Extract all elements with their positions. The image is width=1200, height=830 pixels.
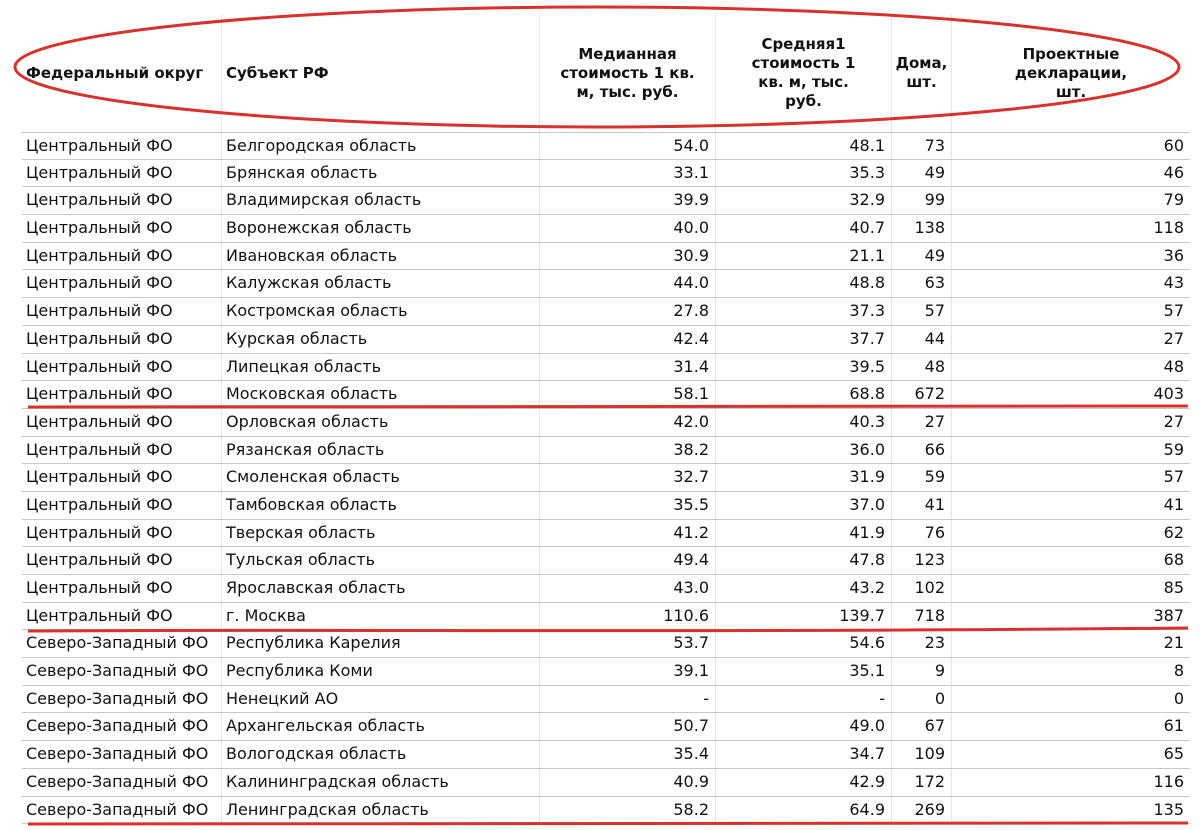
cell-federal-district: Северо-Западный ФО	[22, 769, 222, 796]
table-row[interactable]	[22, 713, 1190, 741]
table-row[interactable]	[22, 270, 1190, 298]
table-row[interactable]	[22, 354, 1190, 382]
data-table	[22, 14, 1190, 824]
cell-federal-district: Центральный ФО	[22, 603, 222, 630]
table-row[interactable]	[22, 520, 1190, 548]
cell-median-price: 30.9	[540, 243, 716, 270]
table-row[interactable]	[22, 686, 1190, 714]
cell-houses: 0	[892, 686, 952, 713]
table-row[interactable]	[22, 464, 1190, 492]
table-row[interactable]	[22, 132, 1190, 160]
cell-federal-district: Центральный ФО	[22, 243, 222, 270]
cell-declarations: 59	[1163, 439, 1184, 459]
cell-average-price: 21.1	[716, 243, 892, 270]
cell-median-price: 35.4	[540, 741, 716, 768]
table-row[interactable]	[22, 160, 1190, 188]
cell-subject: Республика Карелия	[222, 630, 540, 657]
cell-houses: 27	[892, 409, 952, 436]
cell-houses: 102	[892, 575, 952, 602]
cell-average-price: 31.9	[716, 464, 892, 491]
cell-subject: Архангельская область	[222, 713, 540, 740]
cell-houses: 123	[892, 547, 952, 574]
table-row[interactable]	[22, 741, 1190, 769]
cell-subject: Ленинградская область	[222, 797, 540, 824]
cell-subject: Владимирская область	[222, 187, 540, 214]
header-federal-district[interactable]: Федеральный округ	[22, 14, 222, 132]
cell-declarations: 60	[1163, 136, 1184, 155]
cell-federal-district: Северо-Западный ФО	[22, 713, 222, 740]
cell-federal-district: Центральный ФО	[22, 187, 222, 214]
cell-declarations: 43	[1163, 273, 1184, 293]
cell-federal-district: Северо-Западный ФО	[22, 630, 222, 657]
cell-median-price: 44.0	[540, 270, 716, 297]
cell-median-price: 27.8	[540, 298, 716, 325]
table-row[interactable]	[22, 797, 1190, 825]
cell-median-price: 50.7	[540, 713, 716, 740]
cell-subject: Ивановская область	[222, 243, 540, 270]
cell-declarations: 36	[1163, 245, 1184, 265]
cell-median-price: 35.5	[540, 492, 716, 519]
header-houses[interactable]: Дома, шт.	[892, 14, 952, 132]
cell-federal-district: Центральный ФО	[22, 437, 222, 464]
cell-federal-district: Центральный ФО	[22, 381, 222, 408]
cell-federal-district: Центральный ФО	[22, 270, 222, 297]
table-row[interactable]	[22, 243, 1190, 271]
cell-average-price: 34.7	[716, 741, 892, 768]
cell-median-price: 33.1	[540, 160, 716, 187]
cell-average-price: 37.3	[716, 298, 892, 325]
cell-declarations: 65	[1163, 744, 1184, 764]
cell-declarations: 57	[1163, 467, 1184, 487]
cell-median-price: 53.7	[540, 630, 716, 657]
header-declarations[interactable]: Проектные декларации, шт.	[1014, 44, 1128, 101]
cell-declarations: 118	[1153, 218, 1184, 238]
cell-average-price: 37.0	[716, 492, 892, 519]
header-median-price[interactable]: Медианная стоимость 1 кв. м, тыс. руб.	[540, 14, 716, 132]
cell-average-price: 32.9	[716, 187, 892, 214]
cell-subject: Ярославская область	[222, 575, 540, 602]
cell-median-price: 42.4	[540, 326, 716, 353]
cell-federal-district: Северо-Западный ФО	[22, 741, 222, 768]
cell-declarations: 0	[1173, 688, 1184, 708]
cell-average-price: 43.2	[716, 575, 892, 602]
cell-federal-district: Северо-Западный ФО	[22, 686, 222, 713]
cell-subject: Калужская область	[222, 270, 540, 297]
cell-subject: Тверская область	[222, 520, 540, 547]
table-row[interactable]	[22, 187, 1190, 215]
cell-houses: 63	[892, 270, 952, 297]
cell-subject: Смоленская область	[222, 464, 540, 491]
cell-declarations: 27	[1163, 328, 1184, 348]
cell-median-price: 39.9	[540, 187, 716, 214]
cell-federal-district: Центральный ФО	[22, 160, 222, 187]
cell-federal-district: Центральный ФО	[22, 215, 222, 242]
cell-average-price: 42.9	[716, 769, 892, 796]
cell-houses: 172	[892, 769, 952, 796]
header-subject[interactable]: Субъект РФ	[222, 14, 540, 132]
cell-median-price: 39.1	[540, 658, 716, 685]
cell-houses: 138	[892, 215, 952, 242]
cell-average-price: -	[716, 686, 892, 713]
cell-houses: 23	[892, 630, 952, 657]
table-row[interactable]	[22, 769, 1190, 797]
cell-declarations: 79	[1163, 190, 1184, 210]
cell-subject: Калининградская область	[222, 769, 540, 796]
cell-subject: Рязанская область	[222, 437, 540, 464]
cell-subject: Вологодская область	[222, 741, 540, 768]
cell-federal-district: Центральный ФО	[22, 409, 222, 436]
table-row[interactable]	[22, 215, 1190, 243]
cell-declarations: 135	[1153, 799, 1184, 819]
cell-median-price: 58.2	[540, 797, 716, 824]
cell-declarations: 387	[1153, 605, 1184, 625]
cell-declarations: 21	[1163, 633, 1184, 653]
cell-median-price: 32.7	[540, 464, 716, 491]
cell-average-price: 36.0	[716, 437, 892, 464]
cell-median-price: 41.2	[540, 520, 716, 547]
cell-houses: 48	[892, 354, 952, 381]
cell-houses: 59	[892, 464, 952, 491]
cell-subject: Костромская область	[222, 298, 540, 325]
cell-federal-district: Центральный ФО	[22, 547, 222, 574]
cell-declarations: 48	[1163, 356, 1184, 376]
cell-average-price: 35.1	[716, 658, 892, 685]
table-row[interactable]	[22, 409, 1190, 437]
cell-average-price: 48.8	[716, 270, 892, 297]
table-row[interactable]	[22, 547, 1190, 575]
cell-houses: 9	[892, 658, 952, 685]
cell-average-price: 41.9	[716, 520, 892, 547]
cell-subject: Брянская область	[222, 160, 540, 187]
cell-declarations: 57	[1163, 301, 1184, 321]
table-row[interactable]	[22, 630, 1190, 658]
cell-declarations: 46	[1163, 162, 1184, 182]
cell-houses: 66	[892, 437, 952, 464]
cell-declarations: 27	[1163, 411, 1184, 431]
cell-houses: 57	[892, 298, 952, 325]
table-row[interactable]	[22, 437, 1190, 465]
cell-average-price: 35.3	[716, 160, 892, 187]
cell-houses: 67	[892, 713, 952, 740]
table-row[interactable]	[22, 658, 1190, 686]
cell-federal-district: Центральный ФО	[22, 492, 222, 519]
table-row[interactable]	[22, 603, 1190, 631]
cell-subject: Белгородская область	[222, 133, 540, 159]
cell-subject: Республика Коми	[222, 658, 540, 685]
cell-median-price: 38.2	[540, 437, 716, 464]
cell-declarations: 116	[1153, 771, 1184, 791]
cell-subject: Орловская область	[222, 409, 540, 436]
cell-average-price: 68.8	[716, 381, 892, 408]
cell-declarations: 62	[1163, 522, 1184, 542]
cell-average-price: 39.5	[716, 354, 892, 381]
cell-median-price: 42.0	[540, 409, 716, 436]
cell-houses: 718	[892, 603, 952, 630]
cell-median-price: 43.0	[540, 575, 716, 602]
cell-subject: Воронежская область	[222, 215, 540, 242]
cell-median-price: 40.9	[540, 769, 716, 796]
cell-subject: Курская область	[222, 326, 540, 353]
cell-federal-district: Центральный ФО	[22, 133, 222, 159]
cell-median-price: 110.6	[540, 603, 716, 630]
table-row[interactable]	[22, 575, 1190, 603]
cell-subject: Липецкая область	[222, 354, 540, 381]
table-row[interactable]	[22, 381, 1190, 409]
cell-federal-district: Северо-Западный ФО	[22, 797, 222, 824]
cell-houses: 269	[892, 797, 952, 824]
cell-declarations: 85	[1163, 578, 1184, 597]
cell-average-price: 40.7	[716, 215, 892, 242]
cell-federal-district: Центральный ФО	[22, 464, 222, 491]
table-header	[22, 14, 1190, 132]
header-average-price[interactable]: Средняя1 стоимость 1 кв. м, тыс. руб.	[716, 14, 892, 132]
cell-houses: 109	[892, 741, 952, 768]
cell-median-price: 58.1	[540, 381, 716, 408]
cell-subject: Тамбовская область	[222, 492, 540, 519]
cell-average-price: 48.1	[716, 133, 892, 159]
cell-houses: 49	[892, 243, 952, 270]
cell-federal-district: Центральный ФО	[22, 298, 222, 325]
cell-average-price: 47.8	[716, 547, 892, 574]
cell-declarations: 61	[1163, 716, 1184, 736]
cell-subject: Ненецкий АО	[222, 686, 540, 713]
cell-average-price: 37.7	[716, 326, 892, 353]
cell-median-price: 31.4	[540, 354, 716, 381]
cell-houses: 672	[892, 381, 952, 408]
cell-declarations: 41	[1163, 494, 1184, 514]
table-row[interactable]	[22, 326, 1190, 354]
cell-median-price: -	[540, 686, 716, 713]
table-row[interactable]	[22, 492, 1190, 520]
cell-houses: 76	[892, 520, 952, 547]
cell-average-price: 64.9	[716, 797, 892, 824]
cell-median-price: 49.4	[540, 547, 716, 574]
cell-subject: Московская область	[222, 381, 540, 408]
cell-subject: Тульская область	[222, 547, 540, 574]
cell-average-price: 49.0	[716, 713, 892, 740]
cell-federal-district: Центральный ФО	[22, 354, 222, 381]
cell-federal-district: Центральный ФО	[22, 575, 222, 602]
cell-average-price: 54.6	[716, 630, 892, 657]
table-row[interactable]	[22, 298, 1190, 326]
cell-houses: 73	[892, 133, 952, 159]
cell-houses: 41	[892, 492, 952, 519]
cell-houses: 49	[892, 160, 952, 187]
table-body	[22, 132, 1190, 824]
cell-federal-district: Центральный ФО	[22, 520, 222, 547]
cell-average-price: 40.3	[716, 409, 892, 436]
cell-declarations: 403	[1153, 384, 1184, 404]
cell-average-price: 139.7	[716, 603, 892, 630]
cell-subject: г. Москва	[222, 603, 540, 630]
cell-federal-district: Северо-Западный ФО	[22, 658, 222, 685]
cell-median-price: 54.0	[540, 133, 716, 159]
cell-houses: 99	[892, 187, 952, 214]
cell-federal-district: Центральный ФО	[22, 326, 222, 353]
cell-declarations: 68	[1163, 550, 1184, 570]
cell-houses: 44	[892, 326, 952, 353]
cell-declarations: 8	[1173, 661, 1184, 681]
cell-median-price: 40.0	[540, 215, 716, 242]
